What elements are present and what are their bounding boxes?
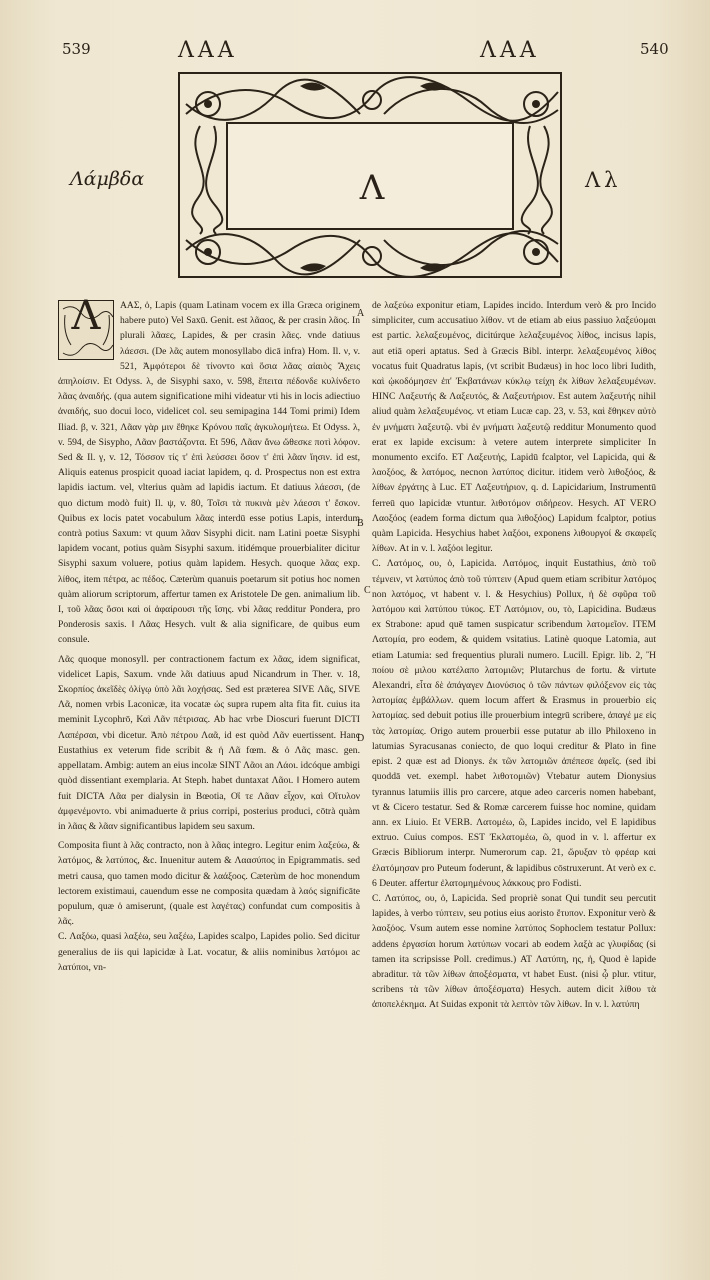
entry-composita: Composita fiunt à λᾶς contracto, non à λᾶας integro. Legitur enim λαξεύω, & λατόμος, & λατύπος, &c. Inuenitur autem & Λαασύπος in Epigrammatis. sed metri causa, quo tamen modo dicitur & λαάξοος. Cæterùm de hoc monendum lectorem existimaui, cauendum esse ne composita quædam à λαός significāte populum, quæ ὁ amiserunt, (quale est λαγέτας) confundat cum compositis à λᾶς. (58, 840, 360, 928)
ornamental-headpiece (178, 72, 562, 278)
text-column-right (372, 298, 656, 1013)
entry-laxeuo: C. Λαξόω, quasi λαξέω, seu λαξέω, Lapides scalpo, Lapides polio. Sed dicitur generalius de iis qui lapicidæ à Lat. vocatur, & aliis nominibus λατόμοι ac λατύποι, vn- (58, 931, 360, 973)
page-number-right: 540 (640, 40, 669, 58)
entry-laas: ΑΑΣ, ὁ, Lapis (quam Latinam vocem ex illa Græca originem habere puto) Vel Saxū. Genit. est λᾶαος, & per crasin λᾶος. In plurali λᾶαες, Lapides, & per crasin λᾶες. vnde datiuus λάεσσι. (De λᾶς autem monosyllabo dicā infra) Hom. Il. ν, v. 521, Ἀμφότεροι δὲ τίνοντο καὶ ὅσια λᾶας αἰαιὸς Ἄχεις ἀπηλοίσιν. Et Odyss. λ, de Sisyphi saxo, v. 598, ἔπειτα πέδονδε κυλίνδετο λᾶας ἀναιδής. (qua autem significatione mihi videatur vti his in locis adiectiuo ἀναιδής, suo docui loco, videlicet col. seu semipagina 144 Tomi primi) Idem Iliad. β, v. 321, Λᾶαν γὰρ μιν ἔθηκε Κρόνου παῖς ἀγκυλομήτεω. Et Odyss. λ, v. 594, de Sisypho, Λᾶαν βαστάζοντα. Et 596, Λᾶαν ἄνω ὤθεσκε ποτὶ λόφον. Sed & Il. γ, v. 12, Τόσσον τίς τ' ἐπὶ λεύσσει ὅσον τ' ἐπὶ λᾶαν ἵησιν. id est, Aliquis eatenus prospicit quoad iaciat lapidem, q. d. Prospectus non est extra lapidis iactum. vel, vlterius quàm ad lapidis iactum. Et datiuus λάεσσι, (de quo dictum modò fuit) Il. ψ, v. 80, Τοῖσι τὰ πυκινὰ μὲν λάεσσι τ' ἔσκον. Quibus ex locis patet vocabulum λᾶας interdū esse potius Lapis, interdum contrà potius Saxum: vt quum λᾶαν Sisyphi dicit. nam Latini poetæ Sisyphi lapidem vocant, potius quàm Sisyphi saxum. itidémque prouerbialiter dicitur Sisyphi saxum voluere, potius quàm lapidem. Hesych. quoque λᾶας exp. λίθος, item πέτρα, ac πέδος. Cæterùm quanuis poetarum sit potius hoc nomen quàm aliorum scriptorum, affertur tamen ex Aristotele De gen. animalium lib. I, τοῦ λᾶας ὅσοι καὶ οἱ ἀφαίρουσι τῆς ἴσης. vbi λᾶας redditur Pondera, pro Ponderosis saxis. ‖ Λᾶας Hesych. vult & alia significare, de quibus eum consule. (58, 300, 360, 646)
margin-letter-a: A (357, 308, 365, 319)
section-word-right: Λλ (585, 168, 622, 192)
section-word-left: Λάμβδα (70, 168, 145, 190)
decorated-initial (58, 293, 114, 360)
entry-latypos: C. Λατύπος, ου, ὁ, Lapicida. Sed propriè sonat Qui tundit seu percutit lapides, à verbo τύπτειν, seu potius eius aoristo ἔτυπον. Exponitur verò & λαοξόος. Vsum autem esse nomine λατύπος Sophoclem testatur Pollux: addens ἐργασίαι horum λατύπων vocari ab eodem λαξὰ ac γλυφίδας (si tamen ita scripsisse Poll. credimus.) AT Λατύπη, ης, ἡ, Quod è lapide abraditur. τὰ τῶν λίθων ἀποξέσματα, vt habet Eust. (nisi ᾧ plur. vtitur, scribens τὰ τῶν λίθων ἀποξέσματα) Hesych. autem dicit λίθου τὰ ἀποπελέκημα. At Suidas exponit τὰ λεπτὸν τῶν λίθων. In v. l. λατύπη (372, 892, 656, 1011)
page-number-left: 539 (62, 40, 91, 58)
initial-letter: Λ (71, 293, 101, 339)
headpiece-letter: Λ (359, 168, 385, 208)
entry-laxeuo-cont: de λαξεύω exponitur etiam, Lapides incido. Interdum verò & pro Incido simpliciter, cum accusatiuo λίθον. vt de etiam ab eius passiuo λαξεύομαι est partic. λελαξευμένος, dicitúrque λελαξευμένος λίθος, incisus lapis, aut etiā operi aptatus. Sed à Græcis Bibl. interpr. λελαξευμένος λίθος vocatus fuit Quadratus lapis, (vt scribit Budæus) in hoc loco libri Iudith, καὶ ᾠκοδόμησεν ἐπ' Ἐκβατάνων κύκλῳ τείχη ἐκ λίθων λελαξευμένων. HINC Λαξευτής & Λαξευτός, & Λαξευτήριον. Est autem λαξευτής nihil aliud quàm λελαξευμένος. vt etiam Lucæ cap. 23, v. 53, καὶ ἔθηκεν αὐτὸ ἐν μνήματι λαξευτῷ. vbi ἐν μνήματι λαξευτῷ redditur Monumento quod erat ex lapide excisum: à vetere autem interprete simpliciter In monumento excifo. ET Λαξευτής, Lapidū fcalptor, vel Lapicida, qui & λαοξόος, & λατόμος, necnon λατύπος dicitur. itidem verò λιθοξόος, & λίθων ἐργάτης à Luc. ET Λαξευτήριον, q. d. Lapicidarium, Instrumentū ferreū quo lapicidæ vtuntur. λιθοτόμον σιδήρεον. Hesych. AT VERO Λαοξόος (eadem forma dictum qua λιθοξόος) Lapidum fcalptor, potius quàm Lapicida. Hesychius habet λαξόοι, exponens λιθουργοί & σκαφεῖς λίθων. At in v. l. λαξόοι legitur. (372, 300, 656, 555)
running-head-right: ΛΑΑ (480, 38, 540, 63)
margin-letter-c: C (364, 585, 371, 596)
entry-latomos: C. Λατόμος, ου, ὁ, Lapicida. Λατόμος, inquit Eustathius, ἀπὸ τοῦ τέμνειν, vt λατύπος ἀπὸ τοῦ τύπτειν (Apud quem etiam scribitur λατόμος non λατόμος, vt habent v. l. & Hesychius) Pollux, ἡ δὲ σφῦρα τοῦ λατόμου καὶ λατύπου τύκος. ET Λατόμιον, ου, τὸ, Lapicidina. Budæus ex Strabone: apud quē tamen suspicatur scribendum λατομεῖον. ITEM Λατομία, pro eodem, & quidem vsitatius. Latinè quoque Latomia, aut etiam Latumia: sed frequentius plurali numero. Lucill. Epigr. lib. 2, Ἢ ποίου σὲ μιλου κατέλαπο λατομιῶν; Plutarchus de fortu. & virtute Alexandri, εἶτα δὲ ἀπάγαγεν Διονύσιος ὁ τῶν πάντων φιλόξενον εἰς τὰς λατομίας ἐμβάλλων. quem locum affert & Erasmus in prouerbio εἰς λατομίας. sed debuit potius ille prouerbium integrū scribere, ἀπαγέ με εἰς τὰς λατομίας. Origo autem prouerbii esse putatur ab illo Philoxeno in latumias Syracusanas coniecto, de quo loqui creditur & Plato in fine epist. 2 quæ est ad Dionys. ἐκ τῶν λατομιῶν ἀπέπεσε ἀφεῖς. (sed ibi quoddā vet. exempl. habet λιθοτομιῶν) Vtebatur autem Dionysius tyrannus latumiis illis pro carcere, atque adeo carceris nomen habebant, vt & Cicero testatur. Sed & Romæ carcerem fuisse hoc nomine, quidam ann. ex Liuio. Et VERB. Λατομέω, ῶ, Lapides incido, vel E lapidibus extruo. Cuius compos. EST Ἐκλατομέω, ῶ, quod in v. l. affertur ex Græcis Bibliorum interpr. Numerorum cap. 21, ὤρυξαν τὸ φρέαρ καὶ ἐλατόμησαν pro Puteum foderunt, & lapidibus cōstruxerunt. At verò ex c. 6 Deuter. affertur ἐλατομημένους λάκκους pro Fodisti. (372, 558, 656, 889)
text-column-left (58, 293, 360, 975)
margin-letter-b: B (357, 518, 364, 529)
margin-letter-d: D (357, 733, 365, 744)
entry-las: Λᾶς quoque monosyll. per contractionem factum ex λᾶας, idem significat, videlicet Lapis, Saxum. vnde λᾶι datiuus apud Nicandrum in Ther. v. 18, Σκορπίος ἀκεῖδὲς ὀλίγῳ ὑπὸ λᾶι λοχήσας. Sed est præterea SIVE Λᾶς, SIVE Λᾶ, nomen vrbis Laconicæ, ita vocatæ ὡς supra rupem alta fita fit. cuius ita meminit Lycophrō, Καὶ Λᾶν πέτρισας. Ab hac vrbe Dioscuri fuerunt DICTI Λαπέρσαι, vbi dicetur. Ἀπὸ πέτρου Λαᾶ, id est quòd Λᾶν euertissent. Hanc Eustathius ex veterum fide scribit & ἡ Λᾶ fœm. & ὁ Λᾶς masc. gen. appellatam. Ambig: autem an eius incolæ SINT Λᾶοι an Λάοι. idcóque ambigi quòd dissentiant exemplaria. At Steph. habet duntaxat Λᾶοι. ‖ Homero autem fuit DICTA Λᾶα per dialysin in Bœotia, Οἳ τε Λᾶαν εἶχον, καὶ Οἴτυλον ἀμφενέμοντο. vbi animaduerte ᾶ prius corripi, posterius produci, cōtrà quàm in λᾶας & λᾶαν significantibus lapidem seu saxum. (58, 653, 360, 832)
running-head-left: ΛΑΑ (178, 38, 238, 63)
